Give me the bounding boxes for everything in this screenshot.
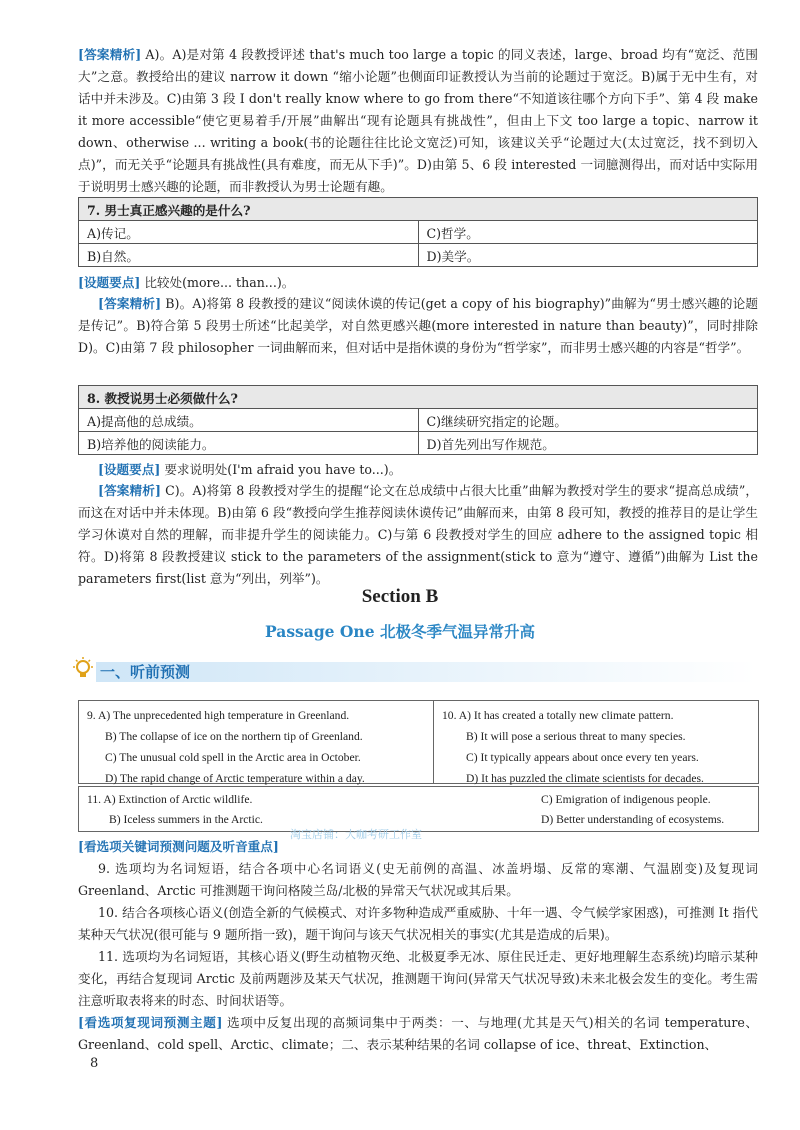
q8-option-a: A)提高他的总成绩。 xyxy=(79,409,419,432)
theme-text: 选项中反复出现的高频词集中于两类：一、与地理(尤其是天气)相关的名词 temperature、Greenland、cold spell、Arctic、climate；二、表示某种结果的名词 collapse of ice、threat、Extinction、 xyxy=(78,1015,758,1052)
q7-option-c: C)哲学。 xyxy=(418,221,758,244)
q9-options xyxy=(78,700,434,784)
point-label: [设题要点] xyxy=(98,462,161,477)
q7-question: 7. 男士真正感兴趣的是什么? xyxy=(79,198,758,221)
point-label: [设题要点] xyxy=(78,275,141,290)
banner-label: 一、听前预测 xyxy=(100,663,191,681)
analysis-text: C)。A)将第 8 段教授对学生的提醒“论文在总成绩中占很大比重”曲解为教授对学生的要求“提高总成绩”，而这在对话中并未体现。B)由第 6 段“教授向学生推荐阅读休谟传记”曲解而来，由第 8 段可知，教授的推荐目的是让学生学习休谟对自然的理解，而非提升学生的阅读能力。C)与第 6 段教授对学生的回应 adhere to the assigned topic 相符。D)将第 8 段教授建议 stick to the parameters of the assignment(stick to 意为“遵守、遵循”)曲解为 List the parameters first(list 意为“列出，列举”)。 xyxy=(78,483,758,586)
q10-option-b: B) It will pose a serious threat to many species. xyxy=(466,730,686,743)
pre-listening-banner xyxy=(70,656,760,684)
q7-option-a: A)传记。 xyxy=(79,221,419,244)
q10-option-c: C) It typically appears about once every ten years. xyxy=(466,751,699,764)
q7-table xyxy=(78,197,758,267)
analysis-label: [答案精析] xyxy=(78,47,142,62)
analysis-label: [答案精析] xyxy=(98,483,161,498)
q8-table xyxy=(78,385,758,455)
q8-question: 8. 教授说男士必须做什么? xyxy=(79,386,758,409)
theme-label: [看选项复现词预测主题] xyxy=(78,1015,223,1030)
q9-prediction: 9. 选项均为名词短语，结合各项中心名词语义(史无前例的高温、冰盖坍塌、反常的寒潮、气温剧变)及复现词 Greenland、Arctic 可推测题干询问格陵兰岛/北极的异常天气状况或其后果。 xyxy=(78,861,758,898)
q8-option-d: D)首先列出写作规范。 xyxy=(418,432,758,455)
q9-option-c: C) The unusual cold spell in the Arctic area in October. xyxy=(105,751,361,764)
q9-option-b: B) The collapse of ice on the northern tip of Greenland. xyxy=(105,730,363,743)
theme-prediction xyxy=(78,1012,758,1056)
q8-answer-analysis xyxy=(78,480,758,590)
q6-answer-analysis xyxy=(78,44,758,198)
q7-point xyxy=(78,272,758,294)
q11-option-d: D) Better understanding of ecosystems. xyxy=(541,813,725,826)
q7-answer-analysis xyxy=(78,293,758,359)
analysis-label: [答案精析] xyxy=(98,296,162,311)
analysis-text: A)。A)是对第 4 段教授评述 that's much too large a topic 的同义表述，large、broad 均有“宽泛、范围大”之意。教授给出的建议 narrow it down “缩小论题”也侧面印证教授认为当前的论题过于宽泛。B)属于无中生有，对话中并未涉及。C)由第 3 段 I don't really know where to go from there“不知道该往哪个方向下手”、第 4 段 make it more accessible“使它更易着手/开展”曲解出“现有论题具有挑战性”，但由上下文 too large a topic、narrow it down、otherwise ... writing a book(书的论题往往比论文宽泛)可知，该建议关乎“论题过大(太过宽泛，找不到切入点)”，而无关乎“论题具有挑战性(具有难度，而无从下手)”。D)由第 5、6 段 interested 一词臆测得出，而对话中实际用于说明男士感兴趣的论题，而非教授认为男士论题有趣。 xyxy=(78,47,758,194)
q7-option-b: B)自然。 xyxy=(79,244,419,267)
page-number: 8 xyxy=(90,1056,99,1071)
q10-option-d: D) It has puzzled the climate scientists for decades. xyxy=(466,772,704,785)
q11-prediction: 11. 选项均为名词短语，其核心语义(野生动植物灭绝、北极夏季无冰、原住民迁走、更好地理解生态系统)均暗示某种变化，再结合复现词 Arctic 及前两题涉及某天气状况，推测题干询问(异常天气状况导致)未来北极会发生的变化。考生需注意听取表将来的时态、时间状语等。 xyxy=(78,949,758,1008)
passage-title: Passage One 北极冬季气温异常升高 xyxy=(265,622,535,641)
keyword-heading xyxy=(78,836,758,858)
watermark-text: 淘宝店铺：大咖考研工作室 xyxy=(290,828,422,841)
q9-option-d: D) The rapid change of Arctic temperature within a day. xyxy=(105,772,365,785)
q11-option-c: C) Emigration of indigenous people. xyxy=(541,793,711,806)
q7-option-d: D)美学。 xyxy=(418,244,758,267)
point-text: 要求说明处(I'm afraid you have to...)。 xyxy=(164,462,402,477)
q9-option-a: 9. A) The unprecedented high temperature in Greenland. xyxy=(87,709,350,722)
q10-prediction: 10. 结合各项核心语义(创造全新的气候模式、对许多物种造成严重威胁、十年一遇、令气候学家困惑)，可推测 It 指代某种天气状况(很可能与 9 题所指一致)，题干询问与该天气状况相关的事实(尤其是造成的后果)。 xyxy=(78,905,758,942)
analysis-text: B)。A)将第 8 段教授的建议“阅读休谟的传记(get a copy of his biography)”曲解为“男士感兴趣的论题是传记”。B)符合第 5 段男士所述“比起美学，对自然更感兴趣(more interested in nature than beauty)”，同时排除 D)。C)由第 7 段 philosopher 一词曲解而来，但对话中是指休谟的身份为“哲学家”，而非男士感兴趣的内容是“哲学”。 xyxy=(78,296,758,355)
q10-options xyxy=(433,700,759,784)
q8-point xyxy=(78,459,758,481)
section-title: Section B xyxy=(361,586,439,607)
q11-option-a: 11. A) Extinction of Arctic wildlife. xyxy=(87,793,253,806)
q10-option-a: 10. A) It has created a totally new climate pattern. xyxy=(442,709,674,722)
banner-bar xyxy=(96,662,756,682)
point-text: 比较处(more... than...)。 xyxy=(144,275,295,290)
q8-option-c: C)继续研究指定的论题。 xyxy=(418,409,758,432)
keyword-label: [看选项关键词预测问题及听音重点] xyxy=(78,839,279,854)
lightbulb-icon xyxy=(70,656,96,684)
q11-option-b: B) Iceless summers in the Arctic. xyxy=(109,813,263,826)
q8-option-b: B)培养他的阅读能力。 xyxy=(79,432,419,455)
